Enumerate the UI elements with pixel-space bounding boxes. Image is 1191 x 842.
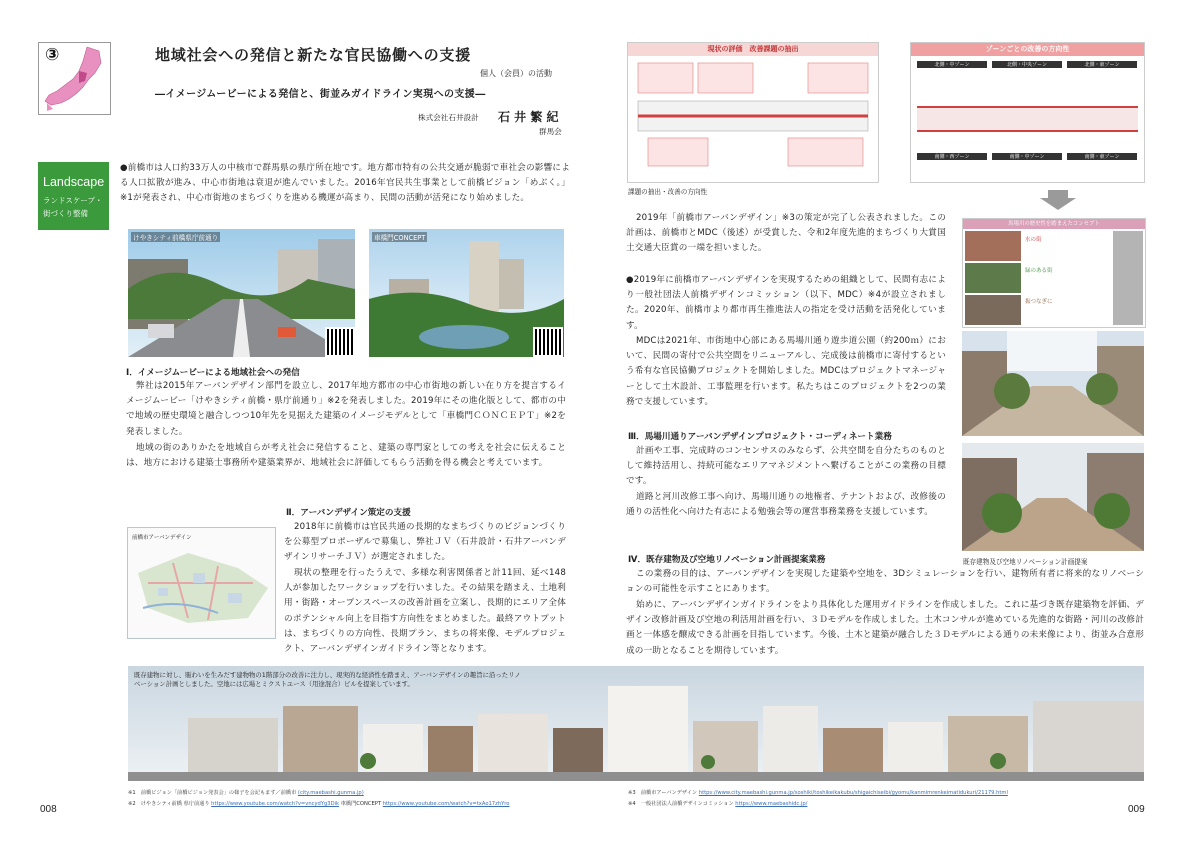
promenade-image-1 xyxy=(962,331,1144,436)
concept-item-1: 水の街 xyxy=(1025,237,1042,243)
evaluation-map-image xyxy=(628,43,878,182)
header-map-badge xyxy=(38,42,111,115)
tag-jp1: ランドスケープ・ xyxy=(43,196,103,205)
tag-en: Landscape xyxy=(43,175,105,189)
zone-2: 北側・中央ゾーン xyxy=(992,61,1062,68)
concept-panel xyxy=(962,218,1146,328)
col3-p3: MDCは2021年、市街地中心部にある馬場川通り遊歩道公園（約200ｍ）において、民間の寄付で公共空間をリニューアルし、完成後は前橋市に寄付するという希有な官民協働プロジェクトを開始しました。MDCはプロジェクトマネージャーとして土木設計、工事監理を行います。私たちはこのプロジェクトを2つの業務で支援しています。 xyxy=(626,336,946,407)
banner-caption: 既存建物に対し、賑わいを生みだす建物物の1階部分の改善に注力し、現実的な経済性を踏まえ、アーバンデザインの趣旨に沿ったリノベーション計画としました。空地には広場とミクストユース（用途混合）ビルを提案しています。 xyxy=(134,671,521,688)
diagram-caption: 課題の抽出・改善の方向性 xyxy=(628,188,708,196)
footnote-1-label: ※1 前橋ビジョン「前橋ビジョン発表会」の様子を会記もます／前橋市 xyxy=(128,790,297,796)
photo-keyaki-city xyxy=(128,229,355,357)
footnote-3-label: ※3 前橋市アーバンデザイン xyxy=(628,790,698,796)
photo-kurumabashimon xyxy=(369,229,564,357)
zone-3: 北側・東ゾーン xyxy=(1067,61,1137,68)
section1-p1: 弊社は2015年アーバンデザイン部門を設立し、2017年地方都市の中心市街地の新しい在り方を提言するイメージムービー「けやきシティ前橋・県庁前通り」※2を発表しました。2019年にその進化版として、都市の中で地域の歴史環境と融合しつつ10年先を見据えた建築のイメージモデルとして「車橋門ＣＯＮＣＥＰＴ」※2を発表しました。 xyxy=(126,381,566,437)
concept-item-2: 緑のある街 xyxy=(1025,268,1053,274)
evaluation-diagram xyxy=(627,42,879,183)
zone-4: 南側・西ゾーン xyxy=(917,153,987,160)
zone-direction-diagram xyxy=(910,42,1145,183)
section4-p1: この業務の目的は、アーバンデザインを実現した建築や空地を、3Dシミュレーションを行い、建物所有者に将来的なリノベーションの可能性を示すことにあります。 xyxy=(626,569,1144,595)
footnote-2-link[interactable]: https://www.youtube.com/watch?v=vncydYg3Dik xyxy=(211,801,340,807)
intro-paragraph: ●前橋市は人口約33万人の中核市で群馬県の県庁所在地です。地方都市特有の公共交通が脆弱で車社会の影響による人口拡散が進み、中心市街地は衰退が進んでいました。2016年官民共生事業として前橋ビジョン「めぶく。」※1が発表され、中心市街地のまちづくりを進める機運が高まり、民間の活動が活発になり始めました。 xyxy=(120,163,570,204)
map-label: 前橋市アーバンデザイン xyxy=(132,535,192,541)
section4-heading: Ⅳ．既存建物及び空地リノベーション計画提案業務 xyxy=(628,555,826,565)
zone-1: 北側・中ゾーン xyxy=(917,61,987,68)
col3-p1: 2019年「前橋市アーバンデザイン」※3の策定が完了し公表されました。この計画は、前橋市とMDC（後述）が受賞した、令和2年度先進的まちづくり大賞国土交通大臣賞の一端を担いました。 xyxy=(626,213,946,254)
footnote-4-label: ※4 一般社団法人前橋デザインコミッション xyxy=(628,801,734,807)
footnote-2b-link[interactable]: https://www.youtube.com/watch?v=txAo17zhYro xyxy=(382,801,510,807)
footnote-4-link[interactable]: https://www.maebashidc.jp/ xyxy=(735,801,808,807)
urban-design-map xyxy=(127,527,276,639)
author-name: 石 井 繁 紀 xyxy=(498,110,559,124)
footnote-3 xyxy=(628,789,1008,796)
col3-p2: ●2019年に前橋市アーバンデザインを実現するための組織として、民間有志により一般社団法人前橋デザインコミッション（以下、MDC）※4が設立されました。2020年、前橋市より都市再生推進法人の指定を受け活動を活発化しています。 xyxy=(626,275,946,331)
section3-p2: 道路と河川改修工事へ向け、馬場川通りの地権者、テナントおよび、改修後の通りの活性化へ向けた有志による勉強会等の運営事務業務を支援しています。 xyxy=(626,492,946,518)
qr-code-1[interactable] xyxy=(325,327,355,357)
concept-title: 馬場川の歴史性を踏まえたコンセプト xyxy=(963,219,1145,229)
section3-p1: 計画や工事、完成時のコンセンサスのみならず、公共空間を自分たちのものとして維持活用し、持続可能なエリアマネジメントへ繋げることがこの業務の目標です。 xyxy=(626,446,946,487)
subtitle: ―イメージムービーによる発信と、街並みガイドライン実現への支援― xyxy=(155,89,486,100)
section1-heading: Ⅰ．イメージムービーによる地域社会への発信 xyxy=(126,368,300,378)
section2-heading: Ⅱ．アーバンデザイン策定の支援 xyxy=(286,508,411,518)
street-render-image xyxy=(128,229,355,357)
aerial-map-image xyxy=(128,528,275,638)
category-label: 個人（会員）の活動 xyxy=(480,69,552,78)
promenade-image-2 xyxy=(962,443,1144,551)
page-number-left: 008 xyxy=(40,804,57,815)
photo1-label: けやきシティ前橋県庁前通り xyxy=(133,234,219,242)
page-number-right: 009 xyxy=(1128,804,1145,815)
footnote-1-link[interactable]: (city.maebashi.gunma.jp) xyxy=(297,790,364,796)
footnote-2-label: ※2 けやきシティ前橋 県庁前通り xyxy=(128,801,210,807)
zone-6: 南側・東ゾーン xyxy=(1067,153,1137,160)
diagram1-title: 現状の評価 改善課題の抽出 xyxy=(628,43,878,56)
footnote-4 xyxy=(628,800,807,807)
render-promenade-1 xyxy=(962,331,1144,436)
qr-code-2[interactable] xyxy=(533,327,563,357)
section4-p2: 始めに、アーバンデザインガイドラインをより具体化した運用ガイドラインを作成しました。これに基づき既存建築物を評価、デザイン改修計画及び空地の利活用計画を行い、３Ｄモデルを作成しました。土木コンサルが進めている先進的な街路・河川の改修計画と一体感を醸成できる計画を目指しています。今後、土木と建築が融合した３Ｄモデルによる通りの未来像により、街並み合意形成の一助となることを期待しています。 xyxy=(626,600,1144,656)
photo2-label: 車橋門CONCEPT xyxy=(374,234,426,242)
tag-jp2: 街づくり整備 xyxy=(43,209,88,218)
footnote-2b-label: 車橋門CONCEPT xyxy=(340,801,382,807)
number-badge: ③ xyxy=(45,45,60,65)
render-promenade-2 xyxy=(962,443,1144,551)
down-arrow-icon xyxy=(1040,190,1076,210)
section2-p2: 現状の整理を行ったうえで、多様な利害関係者と計11回、延べ148人が参加したワークショップを行いました。その結果を踏まえ、土地利用・街路・オープンスペースの改善計画を立案し、長期的にエリア全体のポテンシャル向上を目指す方向性をまとめました。最終アウトプットは、まちづくりの方向性、長期プラン、まちの将来像、モデルプロジェクト、アーバンデザインガイドライン等となります。 xyxy=(284,568,566,655)
footnote-3-link[interactable]: https://www.city.maebashi.gunma.jp/soshiki/toshikeikakubu/shigaichiseibi/gyomu/kanmimrenkeimatidukuri/21179.html xyxy=(698,790,1008,796)
page-title: 地域社会への発信と新たな官民協働への支援 xyxy=(155,46,472,64)
section1-p2: 地域の街のありかたを地域自らが考え社会に発信すること、建築の専門家としての考えを社会に伝えることは、地方における建築士事務所や建築業界が、地域社会に評価してもらう活動を得る機会と考えています。 xyxy=(126,443,566,469)
zone-5: 南側・中ゾーン xyxy=(992,153,1062,160)
streetscape-banner xyxy=(128,666,1144,781)
section3-heading: Ⅲ．馬場川通りアーバンデザインプロジェクト・コーディネート業務 xyxy=(628,432,892,442)
section2-p1: 2018年に前橋市は官民共通の長期的なまちづくりのビジョンづくりを公募型プロポーザルで募集し、弊社ＪＶ（石井設計・石井アーバンデザインリサーチＪＶ）が選定されました。 xyxy=(284,522,566,563)
category-tag xyxy=(38,162,109,230)
company-name: 株式会社石井設計 xyxy=(418,113,479,122)
footnote-1 xyxy=(128,789,364,796)
right-photo-caption: 既存建物及び空地リノベーション計画提案 xyxy=(963,558,1088,566)
footnote-2 xyxy=(128,800,509,807)
diagram2-title: ゾーンごとの改善の方向性 xyxy=(911,43,1144,56)
concept-item-3: 振つなぎに xyxy=(1025,299,1053,305)
region-label: 群馬会 xyxy=(539,127,562,136)
